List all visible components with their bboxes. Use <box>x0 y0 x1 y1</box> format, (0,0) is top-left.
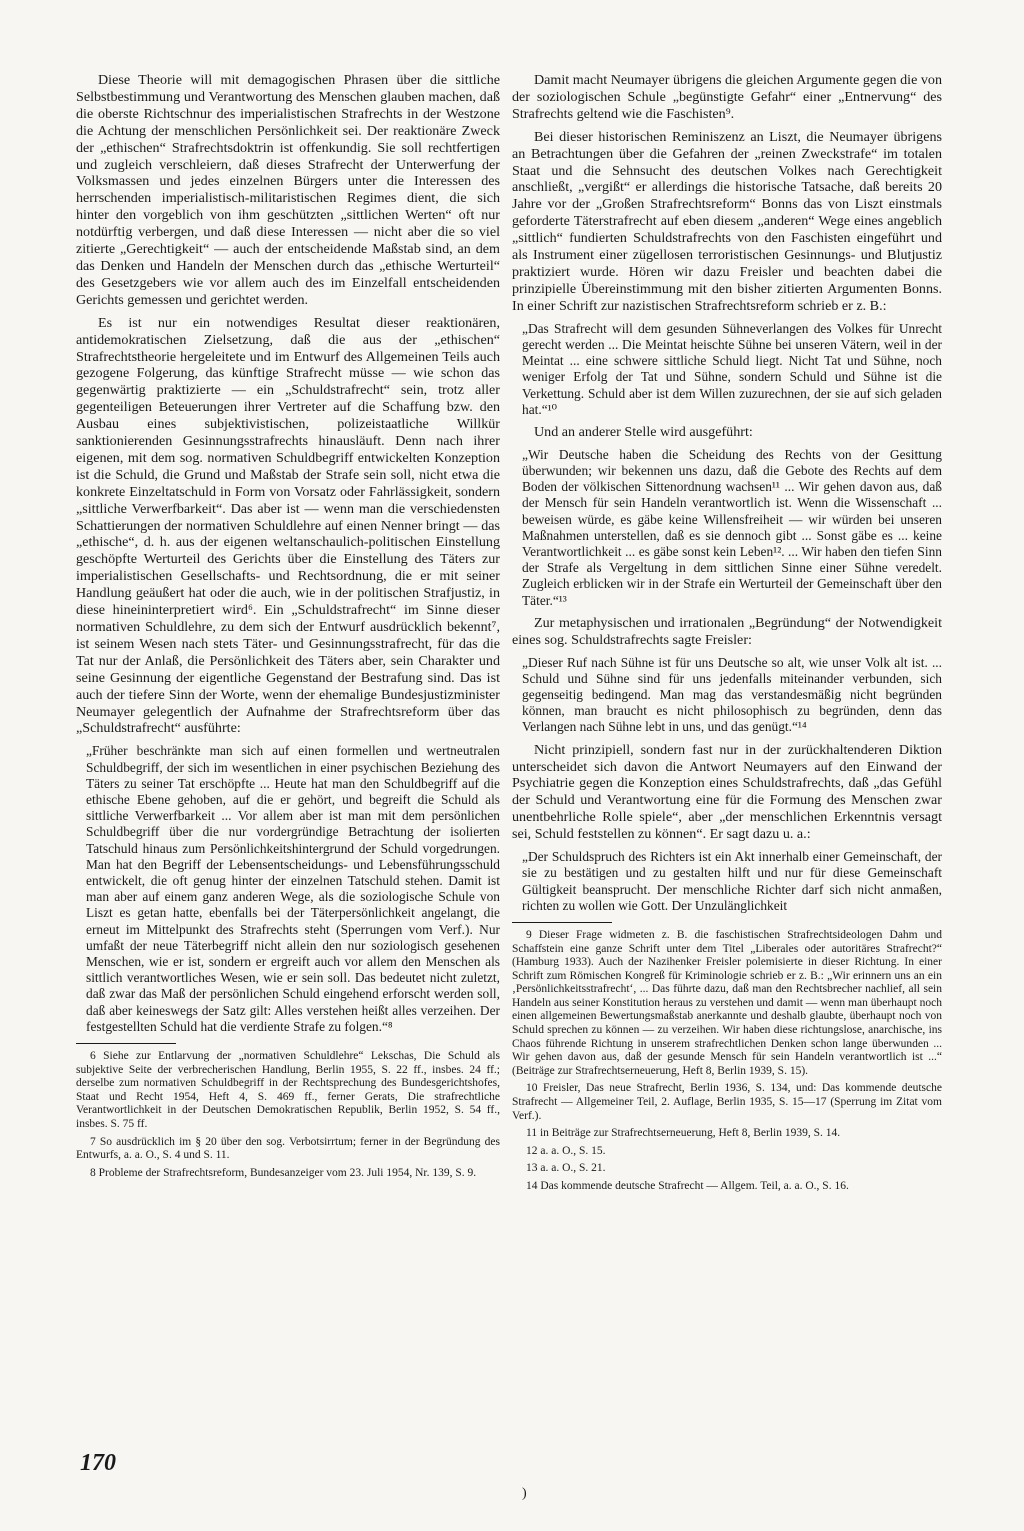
footnote: 13 a. a. O., S. 21. <box>526 1162 606 1175</box>
footnote-divider <box>512 922 612 923</box>
block-quote: „Dieser Ruf nach Sühne ist für uns Deutsche so alt, wie unser Volk alt ist. ... Schuld und Sühne sind für uns jedenfalls miteinander verbunden, sich gegenseitig bedingend. Man mag das verstandesmäßig nicht begründen können, man braucht es nicht philosophisch zu begründen, denn das Verlangen nach Sühne lebt in uns, und das genügt.“¹⁴ <box>522 654 942 735</box>
block-quote: „Das Strafrecht will dem gesunden Sühneverlangen des Volkes für Unrecht gerecht werden ... Die Meintat heischte Sühne bei unseren Vätern, weil in der Meintat ... eine schwere sittliche Schuld liegt. Nicht Tat und Sühne, noch weniger Erfolg der Tat und Sühne, sondern Schuld und Sühne ist die Verkettung. Schuld aber ist dem Willen zuzurechnen, der sie auf sich geladen hat.“¹⁰ <box>522 320 942 417</box>
block-quote: „Der Schuldspruch des Richters ist ein Akt innerhalb einer Gemeinschaft, der sie zu bestätigen und zu gestalten hilft und nur für diese Gemeinschaft Gültigkeit beansprucht. Der menschliche Richter darf sich nicht anmaßen, richten zu wollen wie Gott. Der Unzulänglichkeit <box>522 849 942 913</box>
page-number: 170 <box>80 1450 116 1476</box>
footnote: 7 So ausdrücklich im § 20 über den sog. Verbotsirrtum; ferner in der Begründung des Entwurfs, a. a. O., S. 4 und S. 11. <box>76 1135 500 1162</box>
block-quote: „Früher beschränkte man sich auf einen formellen und wertneutralen Schuldbegriff, der sich im wesentlichen in einer psychischen Beziehung des Täters zu seiner Tat erschöpfte ... Heute hat man den Schuldbegriff auf die ethische Ebene gehoben, auf die er gehört, und begreift die Schuld als sittliche Verwerfbarkeit ... Vor allem aber ist man mit dem persönlichen Schuldbegriff über die nur vordergründige Betrachtung der isolierten Tatschuld hinaus zum Persönlichkeitshintergrund der Schuld vorgedrungen. Man hat den Begriff der Lebensentscheidungs- und Lebensführungsschuld entwickelt, die oft genug hinter der einzelnen Tatschuld stehen. Damit ist man aber auf einem ganz anderen Wege, als die soziologische Schule von Liszt es getan hatte, ebenfalls bei der Täterpersönlichkeit angelangt, die erneut im Mittelpunkt des Strafrechts steht (Sperrungen vom Verf.). Nur umfaßt der neue Täterbegriff nicht allein den nur soziologisch gesehenen Menschen, wie er ist, sondern er ergreift auch vor allem den Menschen als sittlich verantwortliches Wesen, wie er sein soll. Das bedeutet nicht zuletzt, daß zwar das Maß der persönlichen Schuld eingehend erforscht werden soll, daß aber keineswegs der Satz gilt: Alles verstehen heißt alles verzeihen. Der festgestellten Schuld hat die verdiente Strafe zu folgen.“⁸ <box>86 743 500 1034</box>
paragraph: Es ist nur ein notwendiges Resultat dieser reaktionären, antidemokratischen Zielsetzung, daß die aus der „ethischen“ Strafrechtstheorie hergeleitete und im Entwurf des Allgemeinen Teils auch gezogene Folgerung, das künftige Strafrecht müsse — wie schon das gegenwärtig praktizierte — ein „Schuldstrafrecht“ sein, trotz aller gegenteiligen Beteuerungen ihrer Vertreter auf die Schaffung bzw. den Ausbau eines subjektivistischen, polizeistaatliche Willkür sanktionierenden Gesinnungsstrafrechts hinausläuft. Denn nach ihrer eigenen, mit dem sog. normativen Schuldbegriff entwickelten Konzeption ist die Schuld, die Grund und Maßstab der Strafe sein soll, nicht etwa die konkrete Einzeltatschuld in Form von Vorsatz oder Fahrlässigkeit, sondern „sittliche Verwerfbarkeit“. Das aber ist — wenn man die verschiedensten Schattierungen der normativen Schuldlehre auf einen Nenner bringt — das „ethische“, d. h. aus der eigenen weltanschaulich-politischen Einstellung geschöpfte Werturteil des Gerichts über die Einstellung des Täters zur imperialistischen Gesellschafts- und Rechtsordnung, die er mit seiner Handlung geäußert hat oder die auch, wie in der politischen Strafjustiz, in diese hineininterpretiert wird⁶. Ein „Schuldstrafrecht“ im Sinne dieser normativen Schuldlehre, zu dem sich der Entwurf ausdrücklich bekennt⁷, ist seinem Wesen nach stets Täter- und Gesinnungsstrafrecht, für das die Tat nur der Anlaß, die Persönlichkeit des Täters aber, sein Charakter und seine Gesinnung der eigentliche Gegenstand der Bestrafung sind. Das ist auch der tiefere Sinn der Worte, wenn der ehemalige Bundesjustizminister Neumayer gelegentlich der Aufnahme der Strafrechtsreform über das „Schuldstrafrecht“ ausführte: <box>76 314 500 737</box>
footnote: 14 Das kommende deutsche Strafrecht — Allgem. Teil, a. a. O., S. 16. <box>526 1180 849 1193</box>
footnote-divider <box>76 1043 176 1044</box>
bottom-mark: ) <box>522 1486 527 1501</box>
paragraph: Und an anderer Stelle wird ausgeführt: <box>534 423 753 440</box>
footnote: 8 Probleme der Strafrechtsreform, Bundesanzeiger vom 23. Juli 1954, Nr. 139, S. 9. <box>90 1166 477 1179</box>
right-column <box>512 72 942 1198</box>
footnote: 10 Freisler, Das neue Strafrecht, Berlin 1936, S. 134, und: Das kommende deutsche Strafrecht — Allgemeiner Teil, 2. Auflage, Berlin 1935, S. 15—17 (Sperrung im Zitat vom Verf.). <box>512 1082 942 1122</box>
paragraph: Damit macht Neumayer übrigens die gleichen Argumente gegen die von der soziologischen Schule „begünstigte Gefahr“ einer „Entnervung“ des Strafrechts geltend wie die Faschisten⁹. <box>512 72 942 122</box>
paragraph: Diese Theorie will mit demagogischen Phrasen über die sittliche Selbstbestimmung und Verantwortung des Menschen glauben machen, daß die oberste Richtschnur des imperialistischen Strafrechts in der Westzone die Achtung der menschlichen Persönlichkeit sei. Der reaktionäre Zweck der „ethischen“ Strafrechtsdoktrin ist offenkundig. Sie soll rechtfertigen und zugleich verschleiern, daß dieses Strafrecht der Unterwerfung der Volksmassen und jedes einzelnen Bürgers unter die Interessen des herrschenden imperialistisch-militaristischen Regimes dient, die sich hinter den vorgeblich von ihm geschützten „sittlichen Werten“ oft nur notdürftig verbergen, und daß diese Interessen — nicht aber die so viel zitierte „Gerechtigkeit“ — auch der entscheidende Maßstab sind, an dem das Denken und Handeln der Menschen durch das „ethische Werturteil“ des Gesetzgebers wie vor allem auch des im Einzelfall entscheidenden Gerichts gemessen und gerichtet werden. <box>76 72 500 308</box>
paragraph: Nicht prinzipiell, sondern fast nur in der zurückhaltenderen Diktion unterscheidet sich davon die Antwort Neumayers auf den Einwand der Psychiatrie gegen die Konzeption eines Schuldstrafrechts, daß „das Gefühl der Schuld und Verantwortung eine für die Formung des Menschen zwar unentbehrliche Rolle spiele“, aber „der menschlichen Erkenntnis versagt sei, Schuld feststellen zu können“. Er sagt dazu u. a.: <box>512 741 942 843</box>
left-column <box>76 72 500 1184</box>
footnote: 11 in Beiträge zur Strafrechtserneuerung, Heft 8, Berlin 1939, S. 14. <box>526 1127 841 1140</box>
footnote: 6 Siehe zur Entlarvung der „normativen Schuldlehre“ Lekschas, Die Schuld als subjektive Seite der verbrecherischen Handlung, Berlin 1955, S. 22 ff., insbes. 24 ff.; derselbe zum normativen Schuldbegriff in der Rechtsprechung des Bundesgerichtshofes, Staat und Recht 1954, Heft 4, S. 469 ff., ferner Gerats, Die strafrechtliche Verantwortlichkeit in der Deutschen Demokratischen Republik, Berlin 1952, S. 54 ff., insbes. S. 75 ff. <box>76 1050 500 1130</box>
paragraph: Bei dieser historischen Reminiszenz an Liszt, die Neumayer übrigens an Betrachtungen über die Gefahren der „reinen Zweckstrafe“ im totalen Staat und die Sehnsucht des deutschen Volkes nach Gerechtigkeit anschließt, „vergißt“ er allerdings die historische Tatsache, daß bereits 20 Jahre vor der „Großen Strafrechtsreform“ Bonns das von Liszt einstmals geforderte Täterstrafrecht auf eben diesem „anderen“ Wege eines angeblich „sittlich“ fundierten Schuldstrafrechts von den Faschisten eingeführt und als Instrument einer zügellosen terroristischen Gesinnungs- und Blutjustiz praktiziert wurde. Hören wir dazu Freisler und beachten dabei die prinzipielle Übereinstimmung mit den bisher zitierten Argumenten Bonns. In einer Schrift zur nazistischen Strafrechtsreform schrieb er z. B.: <box>512 128 942 314</box>
footnote: 9 Dieser Frage widmeten z. B. die faschistischen Strafrechtsideologen Dahm und Schaffstein eine ganze Schrift unter dem Titel „Liberales oder autoritäres Strafrecht?“ (Hamburg 1933). Auch der Nazihenker Freisler polemisierte in dieser Richtung. In einer Schrift zum Römischen Kongreß für Kriminologie schrieb er z. B.: „Wir erinnern uns an ein ‚Persönlichkeitsstrafrecht‘, ... Das führte dazu, daß man den Rechtsbrecher nachlief, all sein Handeln aus seiner Konstitution heraus zu verstehen und damit — wenn man überhaupt noch einen allgemeinen Bewertungsmaßstab anerkannte und deshalb glaubte, überhaupt noch von Schuld sprechen zu können — zu verzeihen. Wir haben diese richtungslose, anarchische, ins Chaos führende Richtung in unserem strafrechtlichen Denken schon lange überwunden ... Wir gehen davon aus, daß der gesunde Mensch für sein Handeln verantwortlich ist ...“ (Beiträge zur Strafrechtserneuerung, Heft 8, Berlin 1939, S. 15). <box>512 928 942 1077</box>
footnote: 12 a. a. O., S. 15. <box>526 1144 606 1157</box>
block-quote: „Wir Deutsche haben die Scheidung des Rechts von der Gesittung überwunden; wir bekennen uns dazu, daß die Gebote des Rechts auf dem Boden der völkischen Sittenordnung wachsen¹¹ ... Wir gehen davon aus, daß der Mensch für sein Handeln verantwortlich ist. Wenn die Wissenschaft ... beweisen würde, es gäbe keine Willensfreiheit — wir würden bei unseren Maßnahmen unterstellen, daß es sie dennoch gibt ... Sonst gäbe es ... keine Verantwortlichkeit ... es gäbe sonst kein Leben¹². ... Wir haben den tiefen Sinn der Strafe als Vergeltung in dem sittlichen Sinne einer Sühne veredelt. Zugleich erblicken wir in der Strafe ein Werturteil der Gemeinschaft über den Täter.“¹³ <box>522 446 942 608</box>
paragraph: Zur metaphysischen und irrationalen „Begründung“ der Notwendigkeit eines sog. Schuldstrafrechts sagte Freisler: <box>512 614 942 648</box>
